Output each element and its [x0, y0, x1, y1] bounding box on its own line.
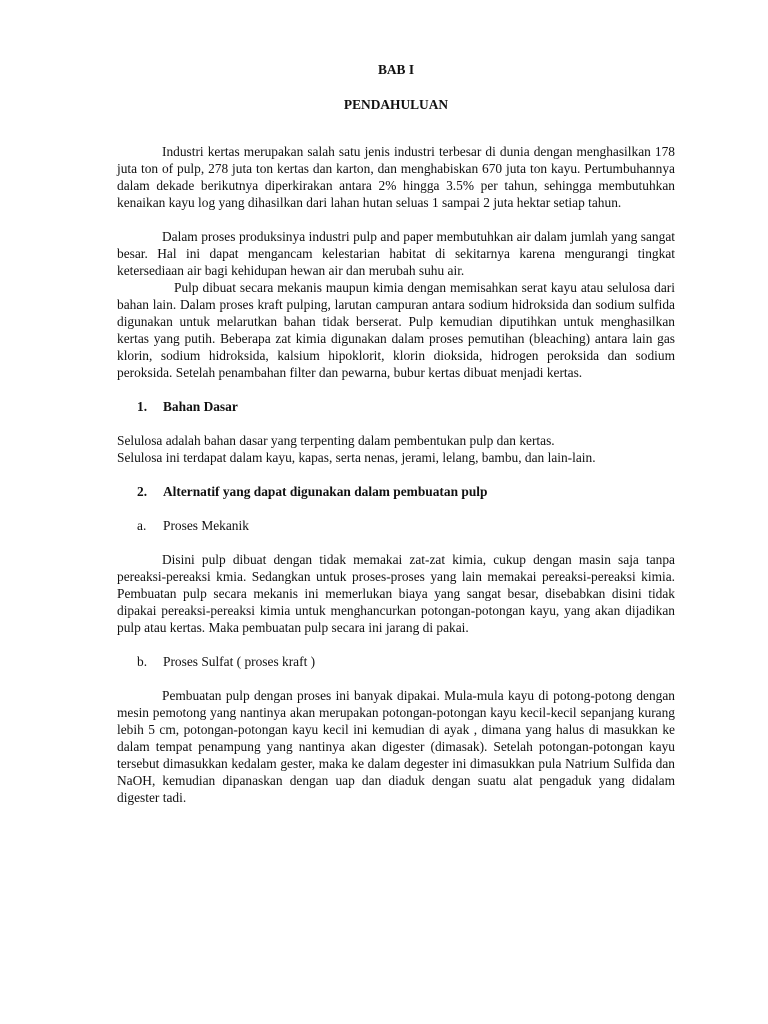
intro-paragraph-1: Industri kertas merupakan salah satu jenis industri terbesar di dunia dengan menghasilkan 178 juta ton of pulp, 278 juta ton kertas dan karton, dan menghabiskan 670 juta ton kayu. Pertumbuhannya dalam dekade berikutnya diperkirakan antara 2% hingga 3.5% per tahun, sehingga membutuhkan kenaikan kayu log yang dihasilkan dari lahan hutan seluas 1 sampai 2 juta hektar setiap tahun.	[117, 144, 675, 210]
subsection-a-letter: a.	[137, 518, 147, 533]
section-1-number: 1.	[137, 399, 148, 414]
document-body	[117, 61, 675, 806]
subsection-b-letter: b.	[137, 654, 148, 669]
section-1-text	[117, 432, 675, 466]
section-2-number: 2.	[137, 484, 148, 499]
subsection-b-title: Proses Sulfat ( proses kraft )	[163, 654, 316, 669]
section-2-title: Alternatif yang dapat digunakan dalam pembuatan pulp	[163, 484, 488, 499]
subsection-b-paragraph: Pembuatan pulp dengan proses ini banyak dipakai. Mula-mula kayu di potong-potong dengan mesin pemotong yang nantinya akan merupakan potongan-potongan kayu kecil-kecil sepanjang kurang lebih 5 cm, potongan-potongan kayu kecil ini kemudian di ayak , dimana yang halus di masukkan ke dalam tempat penampung yang nantinya akan digester (dimasak). Setelah potongan-potongan kayu tersebut dimasukkan kedalam gester, maka ke dalam degester ini dimasukkan pula Natrium Sulfida dan NaOH, kemudian dipanaskan dengan uap dan diaduk dengan suatu alat pengaduk yang didalam digester tadi.	[117, 688, 675, 805]
intro-paragraph-2: Dalam proses produksinya industri pulp and paper membutuhkan air dalam jumlah yang sangat besar. Hal ini dapat mengancam kelestarian habitat di sekitarnya karena mengurangi tingkat ketersediaan air bagi kehidupan hewan air dan merubah suhu air.	[117, 229, 675, 278]
section-1-title: Bahan Dasar	[163, 399, 238, 414]
chapter-title: PENDAHULUAN	[343, 97, 449, 112]
subsection-a-paragraph: Disini pulp dibuat dengan tidak memakai zat-zat kimia, cukup dengan masin saja tanpa pereaksi-pereaksi kmia. Sedangkan untuk proses-proses yang lain memakai pereaksi-pereaksi kimia. Pembuatan pulp secara mekanis ini memerlukan biaya yang sangat besar, disebabkan disini tidak dipakai pereaksi-pereaksi kimia untuk menghancurkan potongan-potongan kayu, yang akan dijadikan pulp atau kertas. Maka pembuatan pulp secara ini jarang di pakai.	[117, 552, 675, 635]
section-1-line-2: Selulosa ini terdapat dalam kayu, kapas, serta nenas, jerami, lelang, bambu, dan lain-lain.	[117, 450, 596, 465]
subsection-a-heading	[137, 517, 675, 534]
section-1-line-1: Selulosa adalah bahan dasar yang terpenting dalam pembentukan pulp dan kertas.	[117, 433, 555, 448]
subsection-b-heading	[137, 653, 675, 670]
section-1-heading	[137, 398, 675, 415]
subsection-a-title: Proses Mekanik	[163, 518, 249, 533]
intro-paragraph-3: Pulp dibuat secara mekanis maupun kimia dengan memisahkan serat kayu atau selulosa dari bahan lain. Dalam proses kraft pulping, larutan campuran antara sodium hidroksida dan sodium sulfida digunakan untuk melarutkan bahan tidak berserat. Pulp kemudian diputihkan untuk menghasilkan kertas yang putih. Beberapa zat kimia digunakan dalam proses pemutihan (bleaching) antara lain gas klorin, sodium hidroksida, kalsium hipoklorit, klorin dioksida, hidrogen peroksida dan sodium peroksida. Setelah penambahan filter dan pewarna, bubur kertas dibuat menjadi kertas.	[117, 280, 675, 380]
section-2-heading	[137, 483, 675, 500]
chapter-number: BAB I	[377, 62, 415, 77]
